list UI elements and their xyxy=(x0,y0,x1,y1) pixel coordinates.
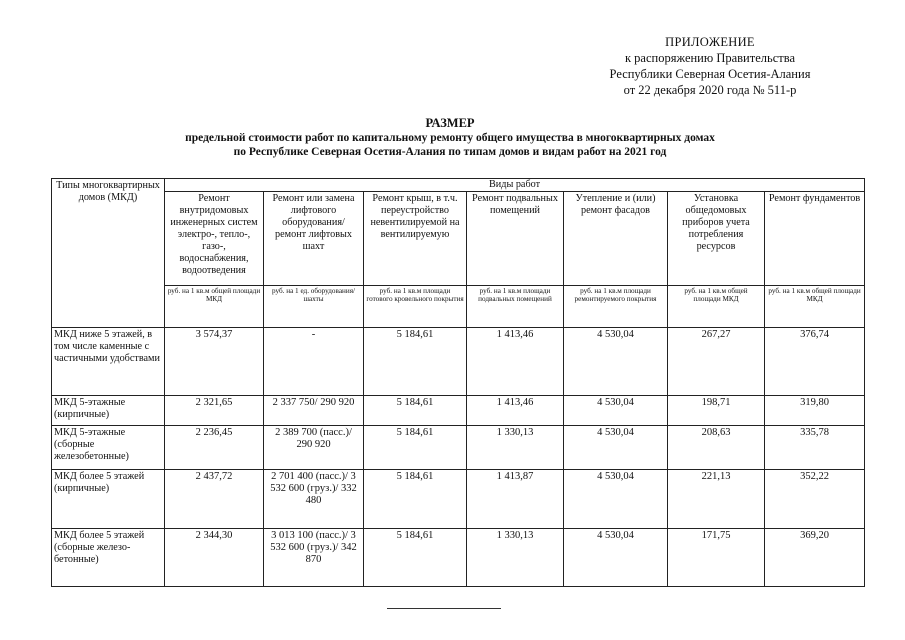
cell-value: 4 530,04 xyxy=(564,396,668,426)
header-col-roof: Ремонт крыш, в т.ч. переустройство невентилируемой на вентилируемую xyxy=(364,192,467,286)
cell-value: 4 530,04 xyxy=(564,426,668,470)
cell-value: 2 701 400 (пасс.)/ 3 532 600 (груз.)/ 332 480 xyxy=(264,470,364,529)
row-label: МКД 5-этажные (сборные железобетонные) xyxy=(52,426,165,470)
cell-value: 319,80 xyxy=(765,396,865,426)
header-col-facade: Утепление и (или) ремонт фасадов xyxy=(564,192,668,286)
cell-value: 1 330,13 xyxy=(467,529,564,587)
cell-value: 1 413,46 xyxy=(467,328,564,396)
unit-basement: руб. на 1 кв.м площади подвальных помещений xyxy=(467,286,564,328)
table-row xyxy=(52,470,865,529)
cell-value: 267,27 xyxy=(668,328,765,396)
cell-value: 1 413,46 xyxy=(467,396,564,426)
table-row xyxy=(52,396,865,426)
cell-value: 1 330,13 xyxy=(467,426,564,470)
cell-value: 5 184,61 xyxy=(364,328,467,396)
header-col-foundation: Ремонт фундаментов xyxy=(765,192,865,286)
cell-value: 335,78 xyxy=(765,426,865,470)
appendix-title: ПРИЛОЖЕНИЕ xyxy=(665,35,755,49)
cell-value: 4 530,04 xyxy=(564,529,668,587)
cell-value: 3 013 100 (пасс.)/ 3 532 600 (груз.)/ 342 870 xyxy=(264,529,364,587)
cell-value: 5 184,61 xyxy=(364,426,467,470)
appendix-block xyxy=(560,34,860,98)
table-row xyxy=(52,529,865,587)
cell-value: 2 337 750/ 290 920 xyxy=(264,396,364,426)
unit-foundation: руб. на 1 кв.м общей площади МКД xyxy=(765,286,865,328)
cell-value: 5 184,61 xyxy=(364,470,467,529)
header-col-meters: Установка общедомовых приборов учета потребления ресурсов xyxy=(668,192,765,286)
cell-value: 198,71 xyxy=(668,396,765,426)
row-label: МКД ниже 5 этажей, в том числе каменные с частичными удобствами xyxy=(52,328,165,396)
cell-value: 369,20 xyxy=(765,529,865,587)
cell-value: 171,75 xyxy=(668,529,765,587)
header-work-types: Виды работ xyxy=(165,179,865,192)
header-col-engineering: Ремонт внутридомовых инженерных систем электро-, тепло-, газо-, водоснабжения, водоотведения xyxy=(165,192,264,286)
document-title: РАЗМЕР xyxy=(425,116,475,130)
appendix-line-1: к распоряжению Правительства xyxy=(624,51,795,65)
table-row xyxy=(52,328,865,396)
unit-roof: руб. на 1 кв.м площади готового кровельного покрытия xyxy=(364,286,467,328)
document-heading xyxy=(130,116,770,160)
cell-value: 1 413,87 xyxy=(467,470,564,529)
header-col-basement: Ремонт подвальных помещений xyxy=(467,192,564,286)
unit-meters: руб. на 1 кв.м общей площади МКД xyxy=(668,286,765,328)
table-row xyxy=(52,426,865,470)
cell-value: 2 437,72 xyxy=(165,470,264,529)
cell-value: 4 530,04 xyxy=(564,328,668,396)
row-label: МКД 5-этажные (кирпичные) xyxy=(52,396,165,426)
document-subtitle-1: предельной стоимости работ по капитальному ремонту общего имущества в многоквартирных домах xyxy=(185,131,715,144)
cell-value: 4 530,04 xyxy=(564,470,668,529)
cell-value: - xyxy=(264,328,364,396)
row-label: МКД более 5 этажей (сборные железо-бетонные) xyxy=(52,529,165,587)
cell-value: 2 344,30 xyxy=(165,529,264,587)
cell-value: 3 574,37 xyxy=(165,328,264,396)
row-label: МКД более 5 этажей (кирпичные) xyxy=(52,470,165,529)
document-subtitle-2: по Республике Северная Осетия-Алания по типам домов и видам работ на 2021 год xyxy=(233,146,667,158)
unit-facade: руб. на 1 кв.м площади ремонтируемого покрытия xyxy=(564,286,668,328)
header-house-types: Типы многоквартирных домов (МКД) xyxy=(52,179,165,328)
appendix-line-2: Республики Северная Осетия-Алания xyxy=(609,67,811,81)
cost-table xyxy=(51,178,865,587)
header-col-elevator: Ремонт или замена лифтового оборудования/ ремонт лифтовых шахт xyxy=(264,192,364,286)
cell-value: 2 236,45 xyxy=(165,426,264,470)
cell-value: 2 321,65 xyxy=(165,396,264,426)
cell-value: 2 389 700 (пасс.)/ 290 920 xyxy=(264,426,364,470)
unit-engineering: руб. на 1 кв.м общей площади МКД xyxy=(165,286,264,328)
cell-value: 5 184,61 xyxy=(364,396,467,426)
cell-value: 376,74 xyxy=(765,328,865,396)
cell-value: 5 184,61 xyxy=(364,529,467,587)
footer-divider xyxy=(387,608,501,609)
cell-value: 352,22 xyxy=(765,470,865,529)
cell-value: 221,13 xyxy=(668,470,765,529)
appendix-line-3: от 22 декабря 2020 года № 511-р xyxy=(623,83,797,97)
cell-value: 208,63 xyxy=(668,426,765,470)
unit-elevator: руб. на 1 ед. оборудования/ шахты xyxy=(264,286,364,328)
